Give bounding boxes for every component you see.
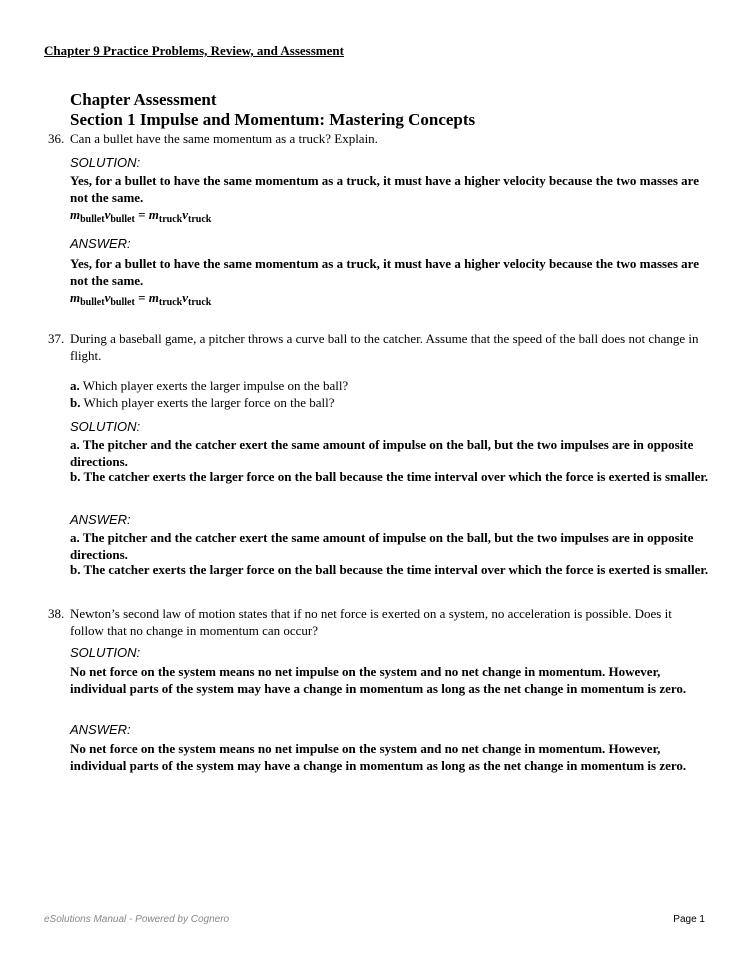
question-text: During a baseball game, a pitcher throws a curve ball to the catcher. Assume that the speed of the ball does not change in flight. [70, 331, 699, 363]
chapter-assessment-title: Chapter Assessment [70, 90, 217, 109]
q38-answer: No net force on the system means no net impulse on the system and no net change in momentum. However, individual parts of the system may have a change in momentum as long as the net change in momentum is zero. [70, 741, 687, 773]
footer-credit: eSolutions Manual - Powered by Cognero [44, 914, 230, 925]
q37-answer-a: a. The pitcher and the catcher exert the same amount of impulse on the ball, but the two impulses are in opposite directions. [70, 530, 694, 562]
question-text: Newton’s second law of motion states that if no net force is exerted on a system, no acceleration is possible. Does it follow that no change in momentum can occur? [70, 606, 672, 638]
question-number: 36. [48, 131, 65, 146]
section-title: Section 1 Impulse and Momentum: Mastering Concepts [70, 110, 476, 129]
q36-solution-equation: $m_{bullet}v_{bullet} = m_{truck}v_{truck}$ [70, 207, 212, 225]
question-37 [48, 330, 708, 364]
question-text: Can a bullet have the same momentum as a truck? Explain. [70, 131, 378, 146]
q38-solution: No net force on the system means no net impulse on the system and no net change in momentum. However, individual parts of the system may have a change in momentum as long as the net change in momentum is zero. [70, 664, 687, 696]
q36-answer: Yes, for a bullet to have the same momentum as a truck, it must have a higher velocity because the two masses are not the same. [70, 256, 699, 288]
q37-solution-b: b. The catcher exerts the larger force on the ball because the time interval over which the force is exerted is smaller. [70, 469, 709, 484]
question-38 [48, 605, 708, 639]
q37-answer-b: b. The catcher exerts the larger force on the ball because the time interval over which the force is exerted is smaller. [70, 562, 709, 577]
question-number: 38. [48, 606, 65, 621]
solution-label: SOLUTION: [70, 419, 141, 434]
q37-part-b: b. Which player exerts the larger force on the ball? [70, 395, 335, 410]
solution-label: SOLUTION: [70, 645, 141, 660]
q36-answer-equation: $m_{bullet}v_{bullet} = m_{truck}v_{truck}$ [70, 290, 212, 308]
chapter-header: Chapter 9 Practice Problems, Review, and Assessment [44, 43, 344, 58]
q37-solution-a: a. The pitcher and the catcher exert the same amount of impulse on the ball, but the two impulses are in opposite directions. [70, 437, 694, 469]
answer-label: ANSWER: [70, 722, 131, 737]
solution-label: SOLUTION: [70, 155, 141, 170]
question-36 [48, 130, 708, 147]
q37-part-a: a. Which player exerts the larger impulse on the ball? [70, 378, 349, 393]
q36-solution: Yes, for a bullet to have the same momentum as a truck, it must have a higher velocity because the two masses are not the same. [70, 173, 699, 205]
question-number: 37. [48, 331, 65, 346]
answer-label: ANSWER: [70, 512, 131, 527]
answer-label: ANSWER: [70, 236, 131, 251]
page-number: Page 1 [673, 914, 705, 925]
